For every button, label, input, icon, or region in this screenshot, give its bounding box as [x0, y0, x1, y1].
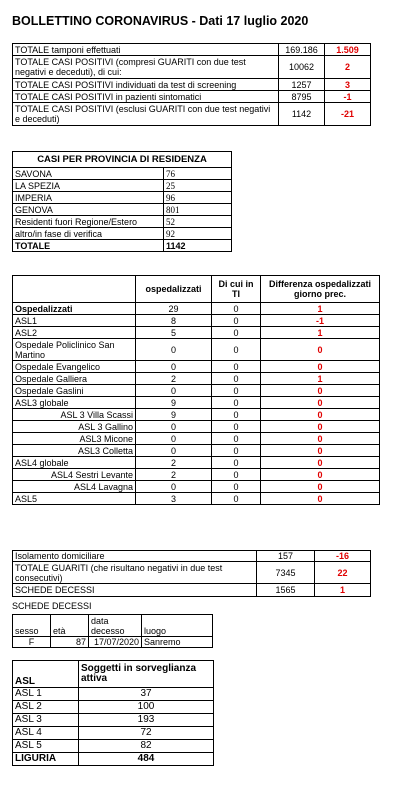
hospital-diff: 0 — [261, 445, 380, 457]
hospital-diff: 0 — [261, 433, 380, 445]
hospital-name: ASL4 Lavagna — [13, 481, 136, 493]
surveillance-row — [13, 688, 214, 701]
province-row — [13, 228, 232, 240]
hospital-ti: 0 — [212, 385, 261, 397]
province-total-value: 1142 — [164, 240, 232, 252]
hospital-name: ASL 3 Villa Scassi — [13, 409, 136, 421]
hospital-row — [13, 493, 380, 505]
hospital-osp: 29 — [136, 303, 212, 315]
summary-diff: 3 — [325, 79, 371, 91]
province-table — [12, 151, 232, 252]
surveillance-row — [13, 701, 214, 714]
deaths-header-eta: età — [51, 615, 89, 637]
hospital-osp: 9 — [136, 397, 212, 409]
deaths-header-data: data decesso — [89, 615, 142, 637]
province-row — [13, 168, 232, 180]
hospital-row — [13, 397, 380, 409]
surveillance-value: 72 — [79, 727, 214, 740]
page-title: BOLLETTINO CORONAVIRUS - Dati 17 luglio 2020 — [12, 14, 309, 28]
deaths-data: 17/07/2020 — [89, 637, 142, 648]
hospital-row — [13, 327, 380, 339]
hospital-row — [13, 457, 380, 469]
isolation-table — [12, 550, 371, 597]
hospital-ti: 0 — [212, 433, 261, 445]
province-value: 52 — [164, 216, 232, 228]
province-name: altro/in fase di verifica — [13, 228, 164, 240]
hospital-ti: 0 — [212, 315, 261, 327]
isolation-diff: 22 — [315, 562, 371, 584]
hospital-ti: 0 — [212, 303, 261, 315]
hospital-ti: 0 — [212, 327, 261, 339]
summary-row — [13, 79, 371, 91]
hospital-name: ASL4 globale — [13, 457, 136, 469]
hospital-diff: 0 — [261, 457, 380, 469]
hospital-ti: 0 — [212, 373, 261, 385]
hospital-ti: 0 — [212, 445, 261, 457]
summary-row — [13, 103, 371, 126]
hospital-diff: 0 — [261, 493, 380, 505]
hospital-osp: 0 — [136, 421, 212, 433]
isolation-value: 1565 — [257, 584, 315, 597]
deaths-sesso: F — [13, 637, 51, 648]
hospital-osp: 2 — [136, 373, 212, 385]
hospital-name: ASL 3 Gallino — [13, 421, 136, 433]
hospital-osp: 0 — [136, 481, 212, 493]
surveillance-value: 37 — [79, 688, 214, 701]
hospital-name: ASL3 globale — [13, 397, 136, 409]
summary-row — [13, 91, 371, 103]
hospital-ti: 0 — [212, 421, 261, 433]
province-value: 76 — [164, 168, 232, 180]
hospital-row — [13, 433, 380, 445]
province-header: CASI PER PROVINCIA DI RESIDENZA — [13, 152, 232, 168]
hospital-osp: 5 — [136, 327, 212, 339]
isolation-row — [13, 584, 371, 597]
hospital-osp: 0 — [136, 385, 212, 397]
hospital-table — [12, 275, 380, 505]
hospital-ti: 0 — [212, 469, 261, 481]
isolation-value: 157 — [257, 551, 315, 562]
hospital-row — [13, 361, 380, 373]
isolation-value: 7345 — [257, 562, 315, 584]
hospital-name: Ospedale Evangelico — [13, 361, 136, 373]
province-value: 801 — [164, 204, 232, 216]
isolation-row — [13, 562, 371, 584]
surveillance-name: ASL 1 — [13, 688, 79, 701]
summary-value: 8795 — [279, 91, 325, 103]
summary-label: TOTALE CASI POSITIVI individuati da test di screening — [13, 79, 279, 91]
province-row — [13, 216, 232, 228]
province-name: Residenti fuori Regione/Estero — [13, 216, 164, 228]
hospital-diff: 0 — [261, 361, 380, 373]
province-value: 92 — [164, 228, 232, 240]
hospital-diff: 0 — [261, 469, 380, 481]
isolation-diff: 1 — [315, 584, 371, 597]
hospital-row — [13, 445, 380, 457]
hospital-osp: 3 — [136, 493, 212, 505]
hospital-name: Ospedale Policlinico San Martino — [13, 339, 136, 361]
hospital-header-diff: Differenza ospedalizzati giorno prec. — [261, 276, 380, 303]
surveillance-total-value: 484 — [79, 753, 214, 766]
province-value: 96 — [164, 192, 232, 204]
hospital-diff: 0 — [261, 397, 380, 409]
hospital-header-ti: Di cui in TI — [212, 276, 261, 303]
hospital-diff: -1 — [261, 315, 380, 327]
surveillance-name: ASL 2 — [13, 701, 79, 714]
hospital-name: ASL4 Sestri Levante — [13, 469, 136, 481]
province-row — [13, 192, 232, 204]
province-value: 25 — [164, 180, 232, 192]
hospital-osp: 9 — [136, 409, 212, 421]
surveillance-header-value: Soggetti in sorveglianza attiva — [79, 661, 214, 688]
surveillance-row — [13, 740, 214, 753]
surveillance-header-asl: ASL — [13, 661, 79, 688]
hospital-diff: 0 — [261, 339, 380, 361]
hospital-diff: 1 — [261, 303, 380, 315]
summary-label: TOTALE CASI POSITIVI in pazienti sintomatici — [13, 91, 279, 103]
isolation-label: Isolamento domiciliare — [13, 551, 257, 562]
surveillance-row — [13, 727, 214, 740]
hospital-row — [13, 373, 380, 385]
province-total-label: TOTALE — [13, 240, 164, 252]
isolation-label: SCHEDE DECESSI — [13, 584, 257, 597]
isolation-row — [13, 551, 371, 562]
hospital-ti: 0 — [212, 457, 261, 469]
surveillance-value: 82 — [79, 740, 214, 753]
hospital-header-osp: ospedalizzati — [136, 276, 212, 303]
hospital-osp: 0 — [136, 339, 212, 361]
province-name: IMPERIA — [13, 192, 164, 204]
summary-value: 10062 — [279, 56, 325, 79]
hospital-ti: 0 — [212, 397, 261, 409]
summary-label: TOTALE tamponi effettuati — [13, 44, 279, 56]
isolation-label: TOTALE GUARITI (che risultano negativi in due test consecutivi) — [13, 562, 257, 584]
hospital-name: ASL3 Colletta — [13, 445, 136, 457]
hospital-ti: 0 — [212, 339, 261, 361]
surveillance-name: ASL 5 — [13, 740, 79, 753]
summary-label: TOTALE CASI POSITIVI (compresi GUARITI con due test negativi e deceduti), di cui: — [13, 56, 279, 79]
summary-row — [13, 56, 371, 79]
province-row — [13, 204, 232, 216]
summary-diff: 1.509 — [325, 44, 371, 56]
hospital-row — [13, 409, 380, 421]
surveillance-name: ASL 3 — [13, 714, 79, 727]
deaths-row — [13, 637, 213, 648]
surveillance-value: 193 — [79, 714, 214, 727]
hospital-osp: 2 — [136, 469, 212, 481]
surveillance-row — [13, 714, 214, 727]
deaths-header-luogo: luogo — [142, 615, 213, 637]
hospital-osp: 8 — [136, 315, 212, 327]
hospital-diff: 0 — [261, 409, 380, 421]
surveillance-total-label: LIGURIA — [13, 753, 79, 766]
deaths-table — [12, 614, 213, 648]
hospital-ti: 0 — [212, 493, 261, 505]
surveillance-table — [12, 660, 214, 766]
summary-row — [13, 44, 371, 56]
summary-value: 1142 — [279, 103, 325, 126]
summary-table — [12, 43, 371, 126]
hospital-diff: 0 — [261, 385, 380, 397]
province-name: SAVONA — [13, 168, 164, 180]
summary-diff: 2 — [325, 56, 371, 79]
hospital-row — [13, 469, 380, 481]
hospital-name: ASL5 — [13, 493, 136, 505]
hospital-name: ASL1 — [13, 315, 136, 327]
deaths-header-sesso: sesso — [13, 615, 51, 637]
hospital-name: Ospedale Galliera — [13, 373, 136, 385]
deaths-luogo: Sanremo — [142, 637, 213, 648]
province-name: LA SPEZIA — [13, 180, 164, 192]
hospital-osp: 2 — [136, 457, 212, 469]
summary-diff: -21 — [325, 103, 371, 126]
hospital-diff: 0 — [261, 421, 380, 433]
hospital-row — [13, 339, 380, 361]
hospital-name: ASL2 — [13, 327, 136, 339]
hospital-row — [13, 385, 380, 397]
summary-value: 169.186 — [279, 44, 325, 56]
hospital-ti: 0 — [212, 361, 261, 373]
hospital-row — [13, 315, 380, 327]
surveillance-value: 100 — [79, 701, 214, 714]
summary-diff: -1 — [325, 91, 371, 103]
summary-label: TOTALE CASI POSITIVI (esclusi GUARITI con due test negativi e deceduti) — [13, 103, 279, 126]
hospital-ti: 0 — [212, 409, 261, 421]
hospital-osp: 0 — [136, 361, 212, 373]
hospital-ti: 0 — [212, 481, 261, 493]
hospital-row — [13, 421, 380, 433]
hospital-name: Ospedalizzati — [13, 303, 136, 315]
deaths-title: SCHEDE DECESSI — [12, 601, 92, 611]
hospital-diff: 1 — [261, 327, 380, 339]
summary-value: 1257 — [279, 79, 325, 91]
hospital-osp: 0 — [136, 433, 212, 445]
hospital-row — [13, 481, 380, 493]
hospital-name: Ospedale Gaslini — [13, 385, 136, 397]
surveillance-name: ASL 4 — [13, 727, 79, 740]
hospital-row — [13, 303, 380, 315]
hospital-header-blank — [13, 276, 136, 303]
hospital-name: ASL3 Micone — [13, 433, 136, 445]
hospital-diff: 0 — [261, 481, 380, 493]
isolation-diff: -16 — [315, 551, 371, 562]
hospital-osp: 0 — [136, 445, 212, 457]
hospital-diff: 1 — [261, 373, 380, 385]
province-name: GENOVA — [13, 204, 164, 216]
deaths-eta: 87 — [51, 637, 89, 648]
province-row — [13, 180, 232, 192]
